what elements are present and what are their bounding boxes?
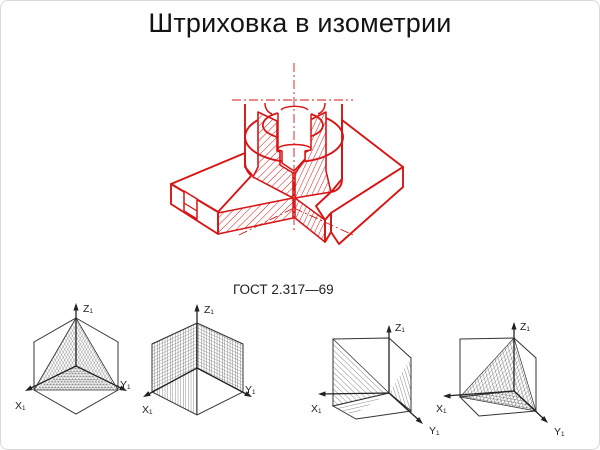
diagram-isometry-faces <box>142 304 256 416</box>
diagram-dimetry-triangle <box>436 321 565 438</box>
arrow-z <box>511 322 516 330</box>
axis-label-x: X₁ <box>142 404 153 416</box>
gost-standard-label: ГОСТ 2.317—69 <box>233 282 334 297</box>
red-isometric-part <box>171 63 403 244</box>
axis-label-x: X₁ <box>436 403 447 415</box>
axis-label-y: Y₁ <box>429 425 440 437</box>
arrow-x <box>443 393 451 398</box>
slide-figure <box>1 1 599 449</box>
axis-label-x: X₁ <box>15 400 26 412</box>
counterbore-bottom-back-arc <box>281 106 308 110</box>
axis-label-z: Z₁ <box>204 304 214 316</box>
diagram-dimetry-faces <box>311 322 440 437</box>
axis-label-x: X₁ <box>311 403 322 415</box>
axis-label-y: Y₁ <box>245 384 256 396</box>
axis-label-y: Y₁ <box>120 379 131 391</box>
arrow-x <box>24 385 33 393</box>
arrow-x <box>318 391 326 396</box>
section-plate-left <box>218 198 293 234</box>
arrow-x <box>142 391 151 399</box>
arrow-z <box>73 303 78 311</box>
axis-label-z: Z₁ <box>395 322 405 334</box>
axis-label-y: Y₁ <box>554 426 565 438</box>
diagram-isometry-triangle <box>15 303 131 414</box>
arrow-z <box>194 304 199 312</box>
plate-section-faces <box>218 198 325 242</box>
arrow-z <box>386 325 391 333</box>
axis-label-z: Z₁ <box>520 321 530 333</box>
axis-label-z: Z₁ <box>83 303 93 315</box>
counterbore-wall-left <box>265 103 272 114</box>
slide-title: Штриховка в изометрии <box>148 8 452 38</box>
